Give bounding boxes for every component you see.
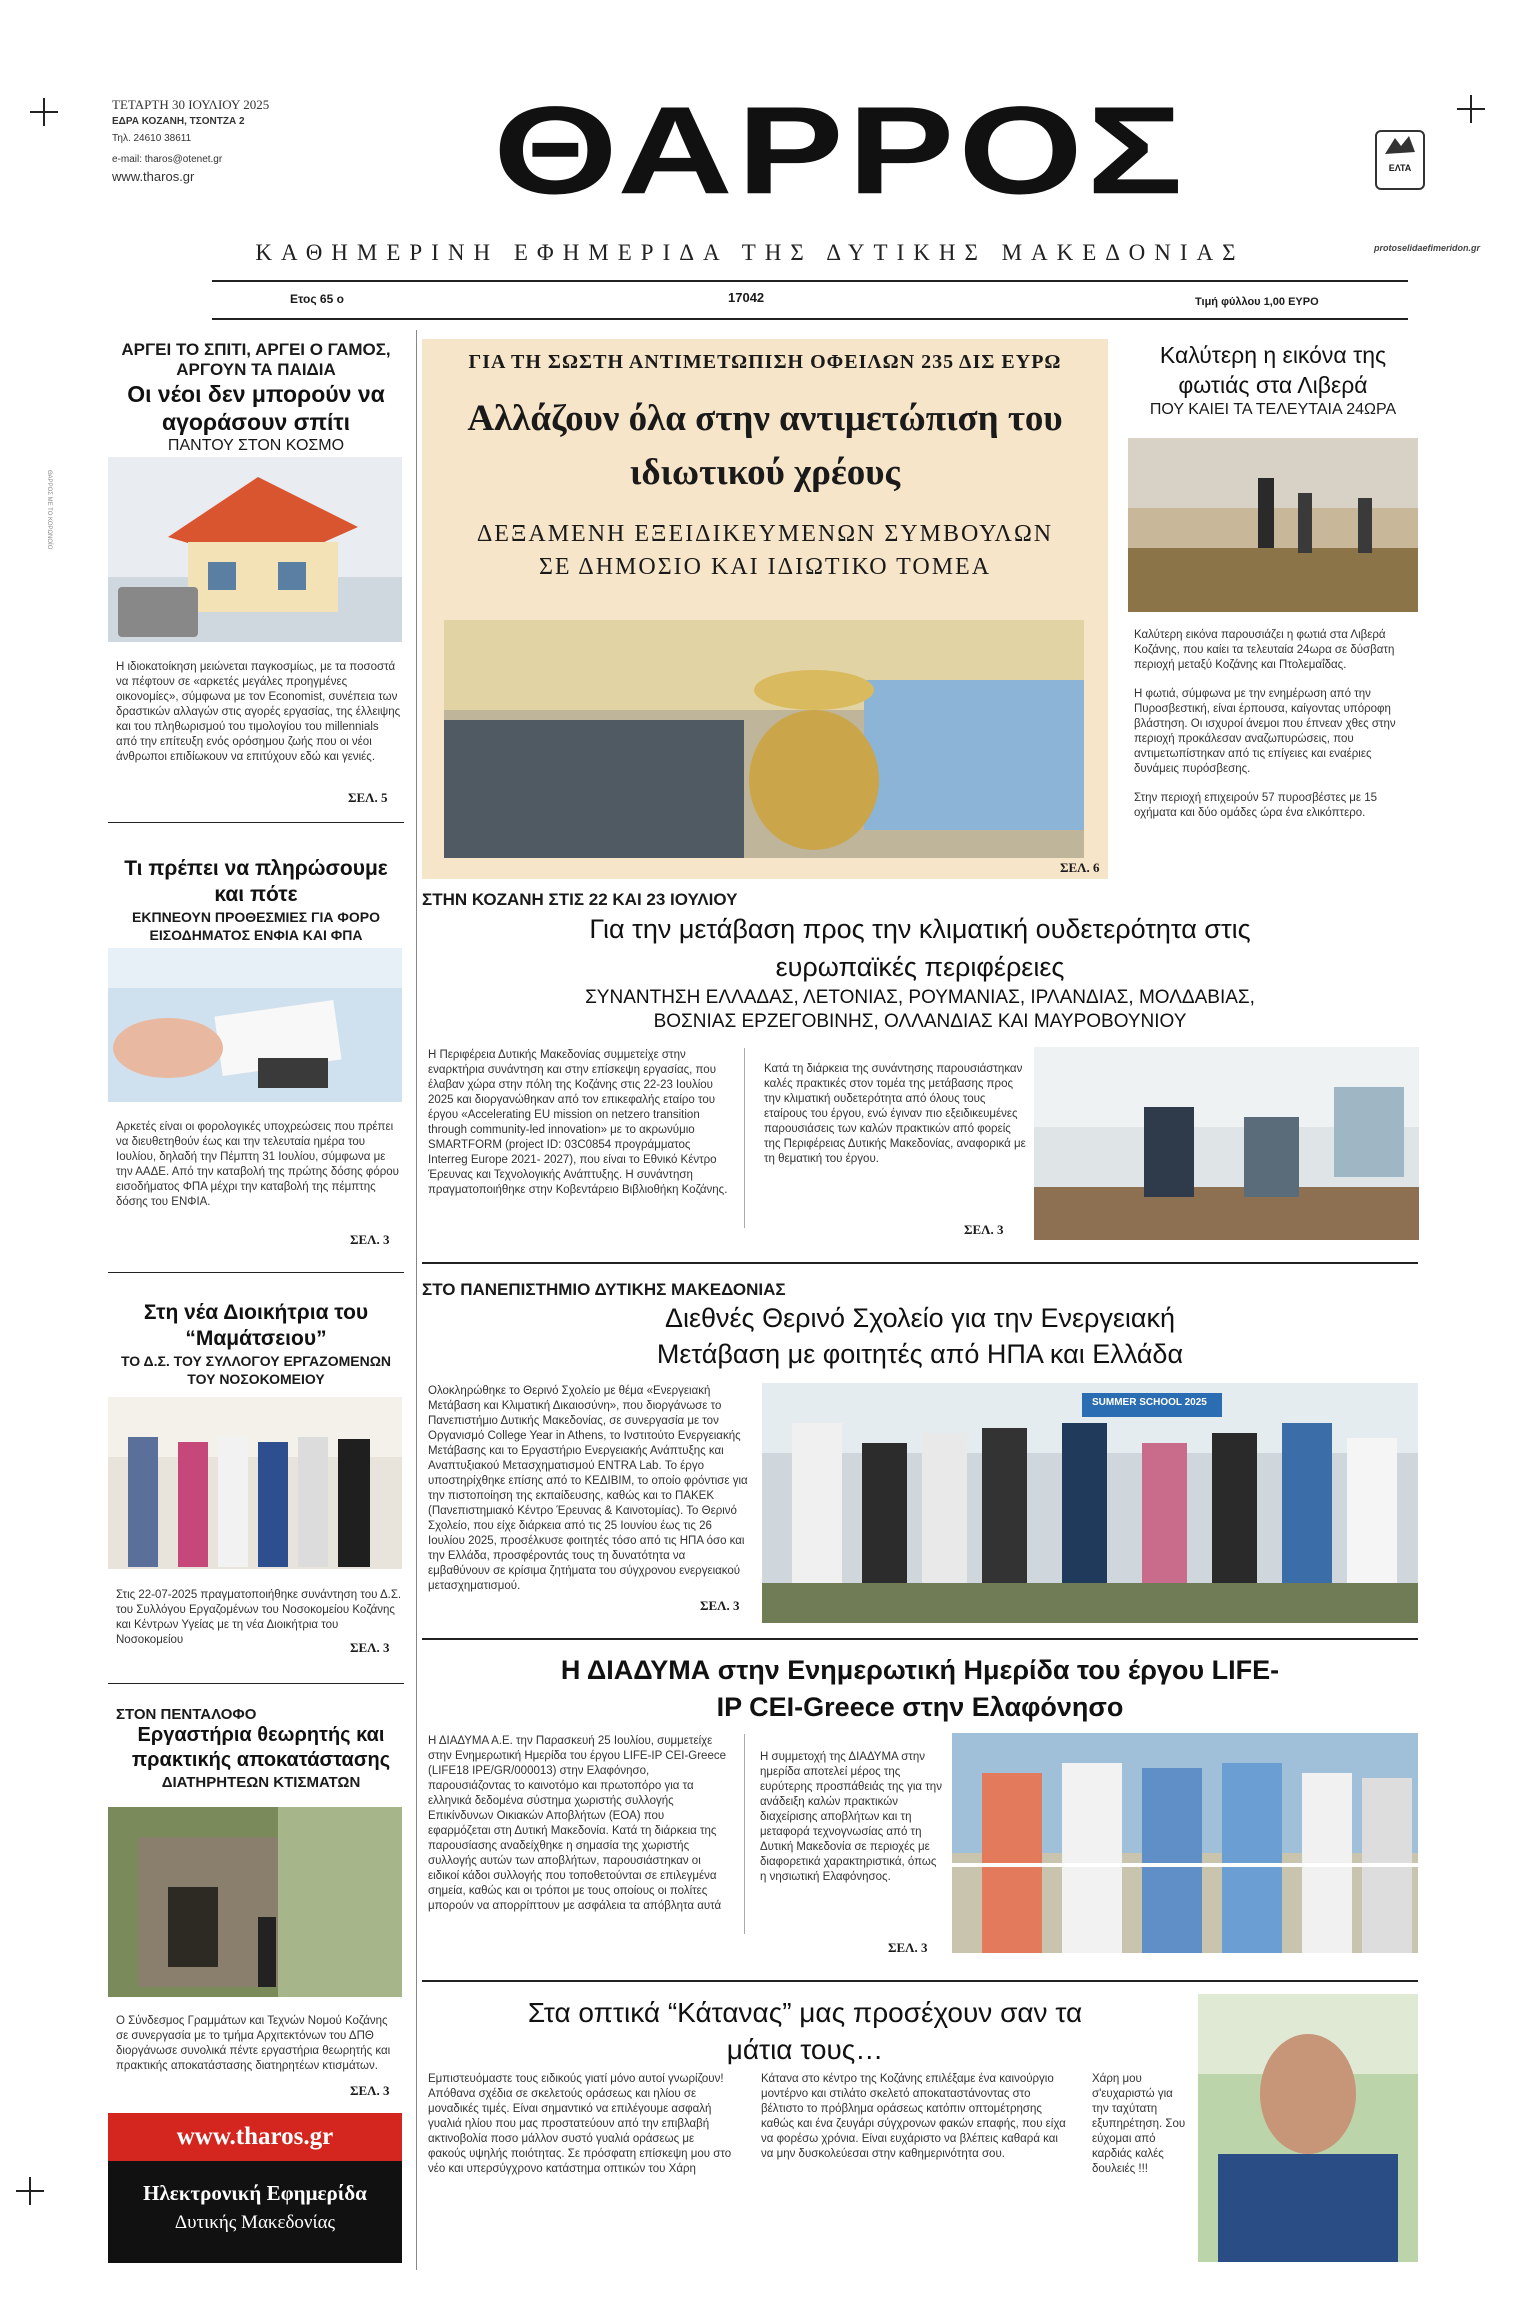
feature-subtitle: ΔΕΞΑΜΕΝΗ ΕΞΕΙΔΙΚΕΥΜΕΝΩΝ ΣΥΜΒΟΥΛΩΝ ΣΕ ΔΗΜΟΣΙΟ ΚΑΙ ΙΔΙΩΤΙΚΟ ΤΟΜΕΑ: [476, 521, 1054, 580]
side-vertical-text: ΘΑΡΡΟΣ ΜΕ ΤΟ ΚΟΡΩΝΟΪΟ: [46, 470, 52, 550]
column-rule: [744, 1048, 745, 1228]
article-title: Εργαστήρια θεωρητής και πρακτικής αποκατάστασης: [131, 1724, 391, 1771]
website-link[interactable]: www.tharos.gr: [112, 169, 195, 184]
issue-number: 17042: [728, 290, 765, 305]
article-diadyma: [422, 1652, 1418, 1726]
students-photo: [762, 1383, 1418, 1623]
article-subtitle: ΤΟ Δ.Σ. ΤΟΥ ΣΥΛΛΟΓΟΥ ΕΡΓΑΖΟΜΕΝΩΝ ΤΟΥ ΝΟΣΟΚΟΜΕΙΟΥ: [120, 1353, 392, 1387]
divider: [422, 1980, 1418, 1982]
article-subtitle: ΕΚΠΝΕΟΥΝ ΠΡΟΘΕΣΜΙΕΣ ΓΙΑ ΦΟΡΟ ΕΙΣΟΔΗΜΑΤΟΣ ΕΝΦΙΑ ΚΑΙ ΦΠΑ: [132, 909, 380, 943]
article-kicker: ΣΤΟ ΠΑΝΕΠΙΣΤΗΜΙΟ ΔΥΤΙΚΗΣ ΜΑΚΕΔΟΝΙΑΣ: [422, 1280, 786, 1299]
paragraph: Στην περιοχή επιχειρούν 57 πυροσβέστες με 15 οχήματα και δύο ομάδες ώρα ένα ελικόπτερο.: [1134, 792, 1378, 819]
header-info: [112, 96, 312, 185]
phone: Τηλ. 24610 38611: [112, 133, 192, 144]
page-ref[interactable]: ΣΕΛ. 6: [1060, 860, 1100, 875]
crop-mark: [16, 2177, 44, 2205]
article-body: Η ιδιοκατοίκηση μειώνεται παγκοσμίως, με τα ποσοστά να πέφτουν σε «αρκετές μεγάλες προηγμένες οικονομίες», σύμφωνα με τον Economist, συνέπεια των δραστικών αλλαγών στις αγορές εργασίας, της έλλειψης και του πληθωρισμού του τιμολογίου του millennials από την επίτευξη ενός ορόσημου ζωής που οι νέοι άνθρωποι επιδίωκουν να επιτύχουν εδώ και γενιές.: [116, 661, 401, 763]
page-ref[interactable]: ΣΕΛ. 3: [700, 1598, 740, 1613]
article-title: Η ΔΙΑΔΥΜΑ στην Ενημερωτική Ημερίδα του έργου LIFE-IP CEI-Greece στην Ελαφόνησο: [560, 1655, 1280, 1722]
divider: [108, 822, 404, 823]
house-model-photo: [108, 457, 402, 642]
article-body: Ολοκληρώθηκε το Θερινό Σχολείο με θέμα «Ενεργειακή Μετάβαση και Κλιματική Δικαιοσύνη», που διοργάνωσε το Πανεπιστήμιο Δυτικής Μακεδονίας, σε συνεργασία με τον Οργανισμό College Year in Athens, το Ινστιτούτο Ενεργειακής Μετάβασης και το Εργαστήριο Ενεργειακής Ανάπτυξης και Αναπτυξιακού Μετασχηματισμού ENTRA Lab. Το έργο υποστηρίχθηκε επίσης από το ΚΕΔΙΒΙΜ, το οποίο φρόντισε για την πιστοποίηση της εκπαίδευσης, καθώς και το ΠΑΚΕΚ (Πανεπιστημιακό Κέντρο Έρευνας & Καινοτομίας). Το Θερινό Σχολείο, που είχε διάρκεια από τις 25 Ιουνίου έως τις 26 Ιουλίου 2025, προσέλκυσε φοιτητές τόσο από τις ΗΠΑ όσο και την Ελλάδα, προσφέροντάς τους τη δυνατότητα να εμβαθύνουν σε κρίσιμα ζητήματα του σύγχρονου ενεργειακού μετασχηματισμού.: [428, 1385, 748, 1592]
article-title: Τι πρέπει να πληρώσουμε και πότε: [124, 857, 388, 906]
divider: [108, 1272, 404, 1273]
article-subtitle: ΠΟΥ ΚΑΙΕΙ ΤΑ ΤΕΛΕΥΤΑΙΑ 24ΩΡΑ: [1149, 401, 1397, 418]
article-body: Αρκετές είναι οι φορολογικές υποχρεώσεις που πρέπει να διευθετηθούν έως και την τελευταία ημέρα του Ιουλίου, δηλαδή την Πέμπτη 31 Ιουλίου, σύμφωνα με την ΑΑΔΕ. Από την καταβολή της πρώτης δόσης φόρου εισοδήματος ΦΠΑ μέχρι την καταβολή της πέμπτης δόσης του ΕΝΦΙΑ.: [116, 1121, 399, 1208]
ad-url[interactable]: www.tharos.gr: [108, 2113, 402, 2161]
article-sidebar-text: Χάρη μου σ'ευχαριστώ για την ταχύτατη εξυπηρέτηση. Σου εύχομαι από καρδιάς καλές δουλειές !!!: [1092, 2073, 1186, 2175]
address: ΕΔΡΑ ΚΟΖΑΝΗ, ΤΣΟΝΤΖΑ 2: [112, 116, 245, 127]
article-workshops: [116, 1706, 406, 1793]
feature-kicker: ΓΙΑ ΤΗ ΣΩΣΤΗ ΑΝΤΙΜΕΤΩΠΙΣΗ ΟΦΕΙΛΩΝ 235 ΔΙΣ ΕΥΡΩ: [468, 351, 1062, 373]
article-title: Οι νέοι δεν μπορούν να αγοράσουν σπίτι: [127, 381, 385, 435]
wildfire-photo: [1128, 438, 1418, 612]
hospital-staff-photo: [108, 1397, 402, 1569]
article-title: Διεθνές Θερινό Σχολείο για την Ενεργειακή Μετάβαση με φοιτητές από ΗΠΑ και Ελλάδα: [656, 1303, 1184, 1369]
page-ref[interactable]: ΣΕΛ. 3: [964, 1222, 1004, 1237]
article-kicker: ΣΤΗΝ ΚΟΖΑΝΗ ΣΤΙΣ 22 ΚΑΙ 23 ΙΟΥΛΙΟΥ: [422, 890, 738, 909]
article-body: Η Περιφέρεια Δυτικής Μακεδονίας συμμετείχε στην εναρκτήρια συνάντηση και στην επίσκεψη εργασίας, που έλαβαν χώρα στην πόλη της Κοζάνης στις 22-23 Ιουλίου 2025 και διοργανώθηκαν από τον επικεφαλής εταίρο του έργου «Accelerating EU mission on netzero transition through community-led innovation» με το ακρωνύμιο SMARTFORM (project ID: 03C0854 προγράμματος Interreg Europe 2021- 2027), που είναι το Εθνικό Κέντρο Έρευνας και Τεχνολογικής Ανάπτυξης. Η συνάντηση πραγματοποιήθηκε στην Κοβεντάρειο Βιβλιοθήκη Κοζάνης.: [428, 1049, 728, 1196]
divider: [422, 1262, 1418, 1264]
meeting-photo: [1034, 1047, 1419, 1240]
bird-icon: [1379, 132, 1421, 158]
header-rule: [212, 318, 1408, 320]
article-summer-school: [422, 1280, 1418, 1372]
article-optics: [422, 1994, 1188, 2068]
divider: [108, 1683, 404, 1684]
banner-text: SUMMER SCHOOL 2025: [1092, 1397, 1207, 1408]
crop-mark: [1457, 95, 1485, 123]
ribbon-cutting-photo: [952, 1733, 1418, 1953]
tagline: ΚΑΘΗΜΕΡΙΝΗ ΕΦΗΜΕΡΙΔΑ ΤΗΣ ΔΥΤΙΚΗΣ ΜΑΚΕΔΟΝΙΑΣ: [255, 240, 1245, 265]
ad-line1: Ηλεκτρονική Εφημερίδα: [143, 2181, 367, 2205]
page-ref[interactable]: ΣΕΛ. 3: [350, 1640, 390, 1655]
price-label: Τιμή φύλλου 1,00 ΕΥΡΟ: [1195, 296, 1319, 308]
column-rule: [744, 1734, 745, 1934]
article-body: Κατά τη διάρκεια της συνάντησης παρουσιάστηκαν καλές πρακτικές στον τομέα της μετάβασης προς την κλιματική ουδετερότητα από όλους τους εταίρους του έργου, ενώ έγιναν πιο εξειδικευμένες παρουσιάσεις των καλών πρακτικών από φορείς της Περιφέρειας Δυτικής Μακεδονίας, αναφορικά με τη θεματική του έργου.: [764, 1063, 1026, 1165]
year-label: Ετος 65 ο: [290, 292, 344, 306]
article-subtitle: ΠΑΝΤΟΥ ΣΤΟΝ ΚΟΣΜΟ: [167, 437, 345, 454]
article-title: Για την μετάβαση προς την κλιματική ουδετερότητα στις ευρωπαϊκές περιφέρειες: [589, 914, 1251, 982]
article-housing: [108, 340, 404, 456]
article-kicker: ΣΤΟΝ ΠΕΝΤΑΛΟΦΟ: [116, 1706, 257, 1723]
article-body: Στις 22-07-2025 πραγματοποιήθηκε συνάντηση του Δ.Σ. του Συλλόγου Εργαζομένων του Νοσοκομείου Κοζάνης και Κέντρων Υγείας με τη νέα Διοικήτρια του Νοσοκομείου: [116, 1589, 402, 1646]
article-title: Καλύτερη η εικόνα της φωτιάς στα Λιβερά: [1159, 342, 1387, 398]
page-ref[interactable]: ΣΕΛ. 5: [348, 790, 388, 805]
page-ref[interactable]: ΣΕΛ. 3: [350, 1232, 390, 1247]
article-body: Ο Σύνδεσμος Γραμμάτων και Τεχνών Νομού Κοζάνης σε συνεργασία με το τμήμα Αρχιτεκτόνων του ΔΠΘ διοργάνωσε συνολικά πέντε εργαστήρια θεωρητής και πρακτικής αποκατάστασης διατηρητέων κτισμάτων.: [116, 2015, 391, 2072]
header-rule: [212, 280, 1408, 282]
crop-mark: [30, 98, 58, 126]
article-body: Η συμμετοχή της ΔΙΑΔΥΜΑ στην ημερίδα αποτελεί μέρος της ευρύτερης προσπάθειάς της για την ανάδειξη καλών πρακτικών διαχείρισης αποβλήτων και τη μεταφορά τεχνογνωσίας από τη Δυτική Μακεδονία σε περιοχές με διαφορετικά χαρακτηριστικά, όπως η νησιωτική Ελαφόνησος.: [760, 1751, 942, 1883]
email: e-mail: tharos@otenet.gr: [112, 154, 223, 165]
article-subtitle: ΔΙΑΤΗΡΗΤΕΩΝ ΚΤΙΣΜΑΤΩΝ: [161, 1774, 361, 1791]
article-body: Η ΔΙΑΔΥΜΑ Α.Ε. την Παρασκευή 25 Ιουλίου, συμμετείχε στην Ενημερωτική Ημερίδα του έργου LIFE-IP CEI-Greece (LIFE18 IPE/GR/000013) στην Ελαφόνησο, παρουσιάζοντας το καινοτόμο και πρωτοπόρο για τα ελληνικά δεδομένα σύστημα χωριστής συλλογής Επικίνδυνων Οικιακών Αποβλήτων (ΕΟΑ) που εφαρμόζεται στη Δυτική Μακεδονία. Κατά τη διάρκεια της παρουσίασης αναδείχθηκε η σημασία της χωριστής συλλογής αυτών των αποβλήτων, παρουσιάστηκαν οι ειδικοί κάδοι συλλογής που τοποθετούνται σε επιλεγμένα σημεία, καθώς και οι τρόποι με τους οποίους οι πολίτες μπορούν να απορρίπτουν με ασφάλεια τα απόβλητα αυτά: [428, 1735, 726, 1912]
article-taxes: [108, 856, 404, 944]
optician-portrait-photo: [1198, 1994, 1418, 2262]
euro-coins-photo: [444, 620, 1084, 858]
issue-date: ΤΕΤΑΡΤΗ 30 ΙΟΥΛΙΟΥ 2025: [112, 97, 270, 112]
page-ref[interactable]: ΣΕΛ. 3: [350, 2083, 390, 2098]
calculator-photo: [108, 948, 402, 1102]
masthead-title: ΘΑΡΡΟΣ: [493, 80, 1187, 220]
article-title: Στη νέα Διοικήτρια του “Μαμάτσειου”: [143, 1301, 369, 1350]
article-subtitle: ΣΥΝΑΝΤΗΣΗ ΕΛΛΑΔΑΣ, ΛΕΤΟΝΙΑΣ, ΡΟΥΜΑΝΙΑΣ, ΙΡΛΑΝΔΙΑΣ, ΜΟΛΔΑΒΙΑΣ, ΒΟΣΝΙΑΣ ΕΡΖΕΓΟΒΙΝΗΣ, ΟΛΛΑΝΔΙΑΣ ΚΑΙ ΜΑΥΡΟΒΟΥΝΙΟΥ: [585, 987, 1255, 1032]
divider: [422, 1638, 1418, 1640]
column-rule: [416, 330, 417, 2270]
paragraph: Η φωτιά, σύμφωνα με την ενημέρωση από την Πυροσβεστική, είναι έρπουσα, καίγοντας υπόροφη βλάστηση. Οι ισχυροί άνεμοι που έπνεαν χθες στην περιοχή προκάλεσαν αναζωπυρώσεις, που αντιμετωπίστηκαν από τις επίγειες και εναέριες δυνάμεις πυρόσβεσης.: [1134, 688, 1396, 775]
ad-line2: Δυτικής Μακεδονίας: [174, 2212, 336, 2233]
article-kicker: ΑΡΓΕΙ ΤΟ ΣΠΙΤΙ, ΑΡΓΕΙ Ο ΓΑΜΟΣ, ΑΡΓΟΥΝ ΤΑ ΠΑΙΔΙΑ: [121, 340, 391, 379]
website-ad[interactable]: [108, 2113, 402, 2263]
source-label: protoselidaefimeridon.gr: [1374, 243, 1481, 253]
article-body: [1134, 628, 1416, 821]
stone-house-photo: [108, 1807, 402, 1997]
page-ref[interactable]: ΣΕΛ. 3: [888, 1940, 928, 1955]
elta-badge: ΕΛΤΑ: [1375, 130, 1425, 190]
feature-title: Αλλάζουν όλα στην αντιμετώπιση του ιδιωτικού χρέους: [467, 398, 1063, 493]
article-hospital: [108, 1300, 404, 1388]
article-climate: [422, 890, 1418, 1034]
paragraph: Καλύτερη εικόνα παρουσιάζει η φωτιά στα Λιβερά Κοζάνης, που καίει τα τελευταία 24ωρα σε δύσβατη περιοχή μεταξύ Κοζάνης και Πτολεμαΐδας.: [1134, 629, 1395, 671]
article-body: Εμπιστευόμαστε τους ειδικούς γιατί μόνο αυτοί γνωρίζουν! Απόθανα σχέδια σε σκελετούς οράσεως και ηλίου σε μοναδικές τιμές. Είναι σημαντικό να επιλέγουμε ασφαλή γυαλιά ηλίου που μας προστατεύουν από την επιβλαβή ακτινοβολία ποσο μάλλον συστό γυαλιά οράσεως με φακούς υψηλής ποιότητας. Σε πρόσφατη επίσκεψη μου στο νέο και υπερσύγχρονο κατάστημα οπτικών του Χάρη Κάτανα στο κέντρο της Κοζάνης επιλέξαμε ένα καινούργιο μοντέρνο και στιλάτο σκελετό αποκαταστάνοντας στο βέλτιστο το πρόβλημα οράσεως κατόπιν οπτομέτρησης καθώς και ένα ζευγάρι σύγχρονων φακών επαφής, που είχα να φορέσω χρόνια. Είναι ευχάριστο να βλέπεις καθαρά και να μην δυσκολεύεσαι στην καθημερινότητα σου.: [428, 2073, 1066, 2175]
article-title: Στα οπτικά “Κάτανας” μας προσέχουν σαν τα μάτια τους…: [527, 1997, 1083, 2065]
ad-text-box: [108, 2161, 402, 2263]
article-fire: [1128, 340, 1418, 420]
